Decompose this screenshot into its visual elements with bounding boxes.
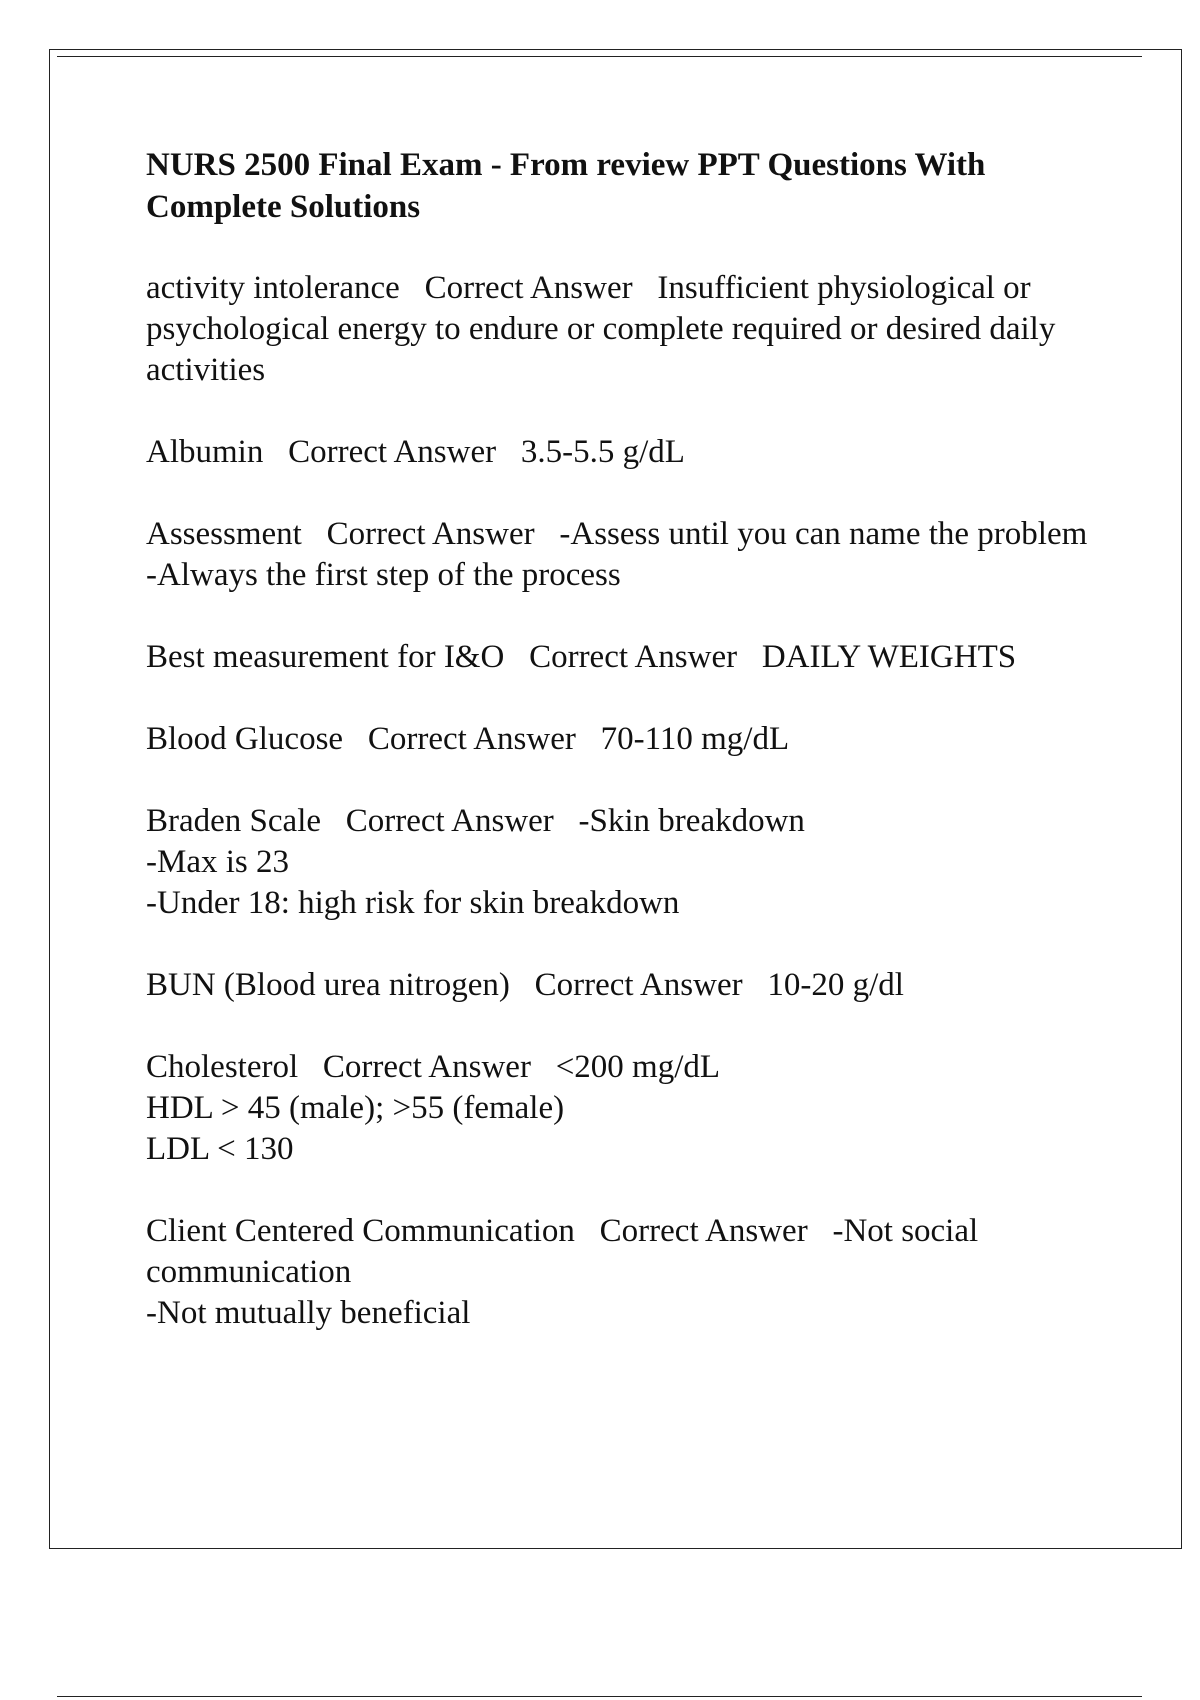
entry-extra-line: -Max is 23 <box>146 844 289 880</box>
entry-answer: 3.5-5.5 g/dL <box>520 434 685 470</box>
qa-entry <box>146 268 1096 391</box>
entry-term: Client Centered Communication <box>146 1213 575 1249</box>
entry-answer: 70-110 mg/dL <box>600 721 790 757</box>
entry-answer-label: Correct Answer <box>424 270 633 306</box>
entry-answer-label: Correct Answer <box>534 967 743 1003</box>
qa-entry <box>146 1047 1096 1170</box>
entry-extra-line: -Not mutually beneficial <box>146 1295 471 1331</box>
entry-answer: -Not social communication <box>146 1213 979 1290</box>
qa-entry <box>146 801 1096 924</box>
qa-entry <box>146 514 1096 596</box>
qa-entry <box>146 965 1096 1006</box>
entry-answer: -Assess until you can name the problem <box>559 516 1088 552</box>
entry-extra-line: HDL > 45 (male); >55 (female) <box>146 1090 565 1126</box>
entry-answer-label: Correct Answer <box>529 639 738 675</box>
entry-answer: <200 mg/dL <box>555 1049 721 1085</box>
entry-answer: 10-20 g/dl <box>767 967 904 1003</box>
entry-term: activity intolerance <box>146 270 400 306</box>
entry-answer: -Skin breakdown <box>578 803 805 839</box>
entry-answer-label: Correct Answer <box>288 434 497 470</box>
qa-entry <box>146 637 1096 678</box>
qa-entry <box>146 432 1096 473</box>
entry-term: Assessment <box>146 516 302 552</box>
entry-extra-line: -Always the first step of the process <box>146 557 621 593</box>
entry-answer-label: Correct Answer <box>345 803 554 839</box>
entry-term: BUN (Blood urea nitrogen) <box>146 967 510 1003</box>
entry-term: Albumin <box>146 434 264 470</box>
entry-term: Cholesterol <box>146 1049 299 1085</box>
entry-answer-label: Correct Answer <box>599 1213 808 1249</box>
entry-answer-label: Correct Answer <box>367 721 576 757</box>
qa-entry <box>146 719 1096 760</box>
document-body <box>146 144 1096 1375</box>
entry-answer-label: Correct Answer <box>322 1049 531 1085</box>
entry-term: Blood Glucose <box>146 721 344 757</box>
qa-entry <box>146 1211 1096 1334</box>
entry-answer: Insufficient physiological or psychological energy to endure or complete required or desired daily activities <box>146 270 1056 388</box>
entry-answer: DAILY WEIGHTS <box>761 639 1017 675</box>
entry-extra-line: -Under 18: high risk for skin breakdown <box>146 885 680 921</box>
entry-extra-line: LDL < 130 <box>146 1131 294 1167</box>
header-rule <box>57 56 1142 57</box>
entry-answer-label: Correct Answer <box>326 516 535 552</box>
document-title: NURS 2500 Final Exam - From review PPT Questions With Complete Solutions <box>146 147 986 225</box>
footer-rule <box>57 1696 1142 1697</box>
entry-term: Best measurement for I&O <box>146 639 505 675</box>
entry-term: Braden Scale <box>146 803 322 839</box>
